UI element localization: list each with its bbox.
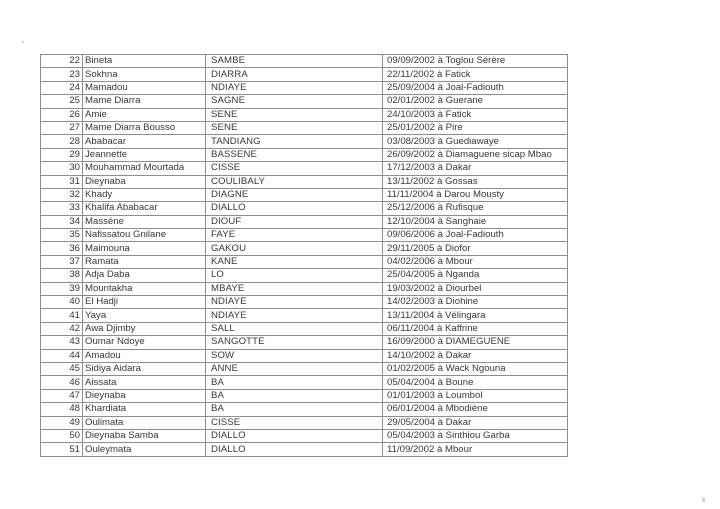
row-number-cell: 36 [41,242,83,255]
last-name-cell: BA [206,376,383,389]
row-number-cell: 23 [41,68,83,81]
first-name-cell: Adja Daba [83,269,206,282]
table-row [41,55,568,68]
birth-date-place-cell: 09/09/2002 à Toglou Sérère [383,55,568,68]
first-name-cell: Sokhna [83,68,206,81]
first-name-cell: Dieynaba [83,389,206,402]
birth-date-place-cell: 09/06/2006 à Joal-Fadiouth [383,229,568,242]
birth-date-place-cell: 25/01/2002 à Pire [383,121,568,134]
row-number-cell: 46 [41,376,83,389]
last-name-cell: BASSENE [206,148,383,161]
row-number-cell: 29 [41,148,83,161]
birth-date-place-cell: 05/04/2003 à Sinthiou Garba [383,429,568,442]
last-name-cell: DIALLO [206,443,383,456]
table-row [41,296,568,309]
birth-date-place-cell: 01/01/2003 à Loumbol [383,389,568,402]
birth-date-place-cell: 14/10/2002 à Dakar [383,349,568,362]
birth-date-place-cell: 17/12/2003 à Dakar [383,162,568,175]
first-name-cell: Aissata [83,376,206,389]
last-name-cell: NDIAYE [206,309,383,322]
last-name-cell: SAMBE [206,55,383,68]
first-name-cell: Oulimata [83,416,206,429]
table-row [41,322,568,335]
row-number-cell: 45 [41,362,83,375]
roster-body [41,55,568,457]
last-name-cell: MBAYE [206,282,383,295]
table-row [41,148,568,161]
birth-date-place-cell: 29/05/2004 à Dakar [383,416,568,429]
scan-speck [702,497,705,502]
row-number-cell: 49 [41,416,83,429]
first-name-cell: Mamadou [83,81,206,94]
first-name-cell: Masséne [83,215,206,228]
row-number-cell: 32 [41,188,83,201]
first-name-cell: Sidiya Aidara [83,362,206,375]
last-name-cell: SENE [206,108,383,121]
last-name-cell: SANGOTTE [206,336,383,349]
table-row [41,269,568,282]
first-name-cell: Ramata [83,255,206,268]
table-row [41,229,568,242]
first-name-cell: Awa Djimby [83,322,206,335]
first-name-cell: Khalifa Ababacar [83,202,206,215]
row-number-cell: 28 [41,135,83,148]
first-name-cell: Mountakha [83,282,206,295]
table-row [41,429,568,442]
last-name-cell: CISSE [206,162,383,175]
row-number-cell: 50 [41,429,83,442]
table-row [41,282,568,295]
last-name-cell: SENE [206,121,383,134]
last-name-cell: CISSE [206,416,383,429]
first-name-cell: Oumar Ndoye [83,336,206,349]
row-number-cell: 40 [41,296,83,309]
row-number-cell: 51 [41,443,83,456]
birth-date-place-cell: 26/09/2002 à Diamaguene sicap Mbao [383,148,568,161]
row-number-cell: 38 [41,269,83,282]
first-name-cell: Bineta [83,55,206,68]
table-row [41,309,568,322]
last-name-cell: DIAGNE [206,188,383,201]
last-name-cell: DIALLO [206,429,383,442]
row-number-cell: 24 [41,81,83,94]
last-name-cell: DIALLO [206,202,383,215]
row-number-cell: 42 [41,322,83,335]
birth-date-place-cell: 01/02/2005 à Wack Ngouna [383,362,568,375]
birth-date-place-cell: 12/10/2004 à Sanghaie [383,215,568,228]
birth-date-place-cell: 25/04/2005 à Nganda [383,269,568,282]
birth-date-place-cell: 06/01/2004 à Mbodiène [383,403,568,416]
last-name-cell: SALL [206,322,383,335]
last-name-cell: NDIAYE [206,296,383,309]
first-name-cell: Mame Diarra [83,95,206,108]
last-name-cell: COULIBALY [206,175,383,188]
first-name-cell: Dieynaba [83,175,206,188]
birth-date-place-cell: 05/04/2004 à Boune [383,376,568,389]
table-row [41,215,568,228]
table-row [41,175,568,188]
birth-date-place-cell: 25/09/2004 à Joal-Fadiouth [383,81,568,94]
table-row [41,188,568,201]
table-row [41,108,568,121]
birth-date-place-cell: 11/11/2004 à Darou Mousty [383,188,568,201]
table-row [41,336,568,349]
scan-speck [22,41,24,43]
last-name-cell: BA [206,403,383,416]
table-row [41,95,568,108]
last-name-cell: SAGNE [206,95,383,108]
last-name-cell: NDIAYE [206,81,383,94]
birth-date-place-cell: 02/01/2002 à Guerane [383,95,568,108]
table-row [41,349,568,362]
row-number-cell: 22 [41,55,83,68]
table-row [41,376,568,389]
last-name-cell: KANE [206,255,383,268]
table-row [41,135,568,148]
first-name-cell: Jeannette [83,148,206,161]
table-row [41,416,568,429]
birth-date-place-cell: 22/11/2002 à Fatick [383,68,568,81]
first-name-cell: Ababacar [83,135,206,148]
birth-date-place-cell: 29/11/2005 à Diofor [383,242,568,255]
last-name-cell: LO [206,269,383,282]
table-row [41,362,568,375]
row-number-cell: 35 [41,229,83,242]
row-number-cell: 39 [41,282,83,295]
table-row [41,443,568,456]
first-name-cell: Dieynaba Samba [83,429,206,442]
first-name-cell: Khady [83,188,206,201]
birth-date-place-cell: 11/09/2002 à Mbour [383,443,568,456]
student-roster-table [40,54,568,457]
first-name-cell: Maimouna [83,242,206,255]
table-row [41,81,568,94]
last-name-cell: ANNE [206,362,383,375]
first-name-cell: Mouhammad Mourtada [83,162,206,175]
table-row [41,255,568,268]
birth-date-place-cell: 13/11/2004 à Vélingara [383,309,568,322]
row-number-cell: 30 [41,162,83,175]
table-row [41,202,568,215]
first-name-cell: Mame Diarra Bousso [83,121,206,134]
first-name-cell: Ouleymata [83,443,206,456]
birth-date-place-cell: 19/03/2002 à Diourbel [383,282,568,295]
birth-date-place-cell: 03/08/2003 à Guediawaye [383,135,568,148]
first-name-cell: Khardiata [83,403,206,416]
row-number-cell: 48 [41,403,83,416]
row-number-cell: 34 [41,215,83,228]
birth-date-place-cell: 16/09/2000 à DIAMEGUENE [383,336,568,349]
first-name-cell: El Hadji [83,296,206,309]
birth-date-place-cell: 04/02/2006 à Mbour [383,255,568,268]
table-row [41,162,568,175]
row-number-cell: 26 [41,108,83,121]
table-row [41,403,568,416]
table-row [41,242,568,255]
birth-date-place-cell: 24/10/2003 à Fatick [383,108,568,121]
birth-date-place-cell: 06/11/2004 à Kaffrine [383,322,568,335]
row-number-cell: 43 [41,336,83,349]
last-name-cell: TANDIANG [206,135,383,148]
row-number-cell: 31 [41,175,83,188]
first-name-cell: Nafissatou Gnilane [83,229,206,242]
row-number-cell: 41 [41,309,83,322]
birth-date-place-cell: 14/02/2003 à Diohine [383,296,568,309]
last-name-cell: FAYE [206,229,383,242]
row-number-cell: 25 [41,95,83,108]
row-number-cell: 37 [41,255,83,268]
row-number-cell: 33 [41,202,83,215]
first-name-cell: Amadou [83,349,206,362]
first-name-cell: Amie [83,108,206,121]
last-name-cell: BA [206,389,383,402]
table-row [41,121,568,134]
last-name-cell: SOW [206,349,383,362]
row-number-cell: 47 [41,389,83,402]
last-name-cell: DIOUF [206,215,383,228]
birth-date-place-cell: 13/11/2002 à Gossas [383,175,568,188]
birth-date-place-cell: 25/12/2006 à Rufisque [383,202,568,215]
row-number-cell: 44 [41,349,83,362]
last-name-cell: GAKOU [206,242,383,255]
table-row [41,68,568,81]
last-name-cell: DIARRA [206,68,383,81]
row-number-cell: 27 [41,121,83,134]
first-name-cell: Yaya [83,309,206,322]
table-row [41,389,568,402]
